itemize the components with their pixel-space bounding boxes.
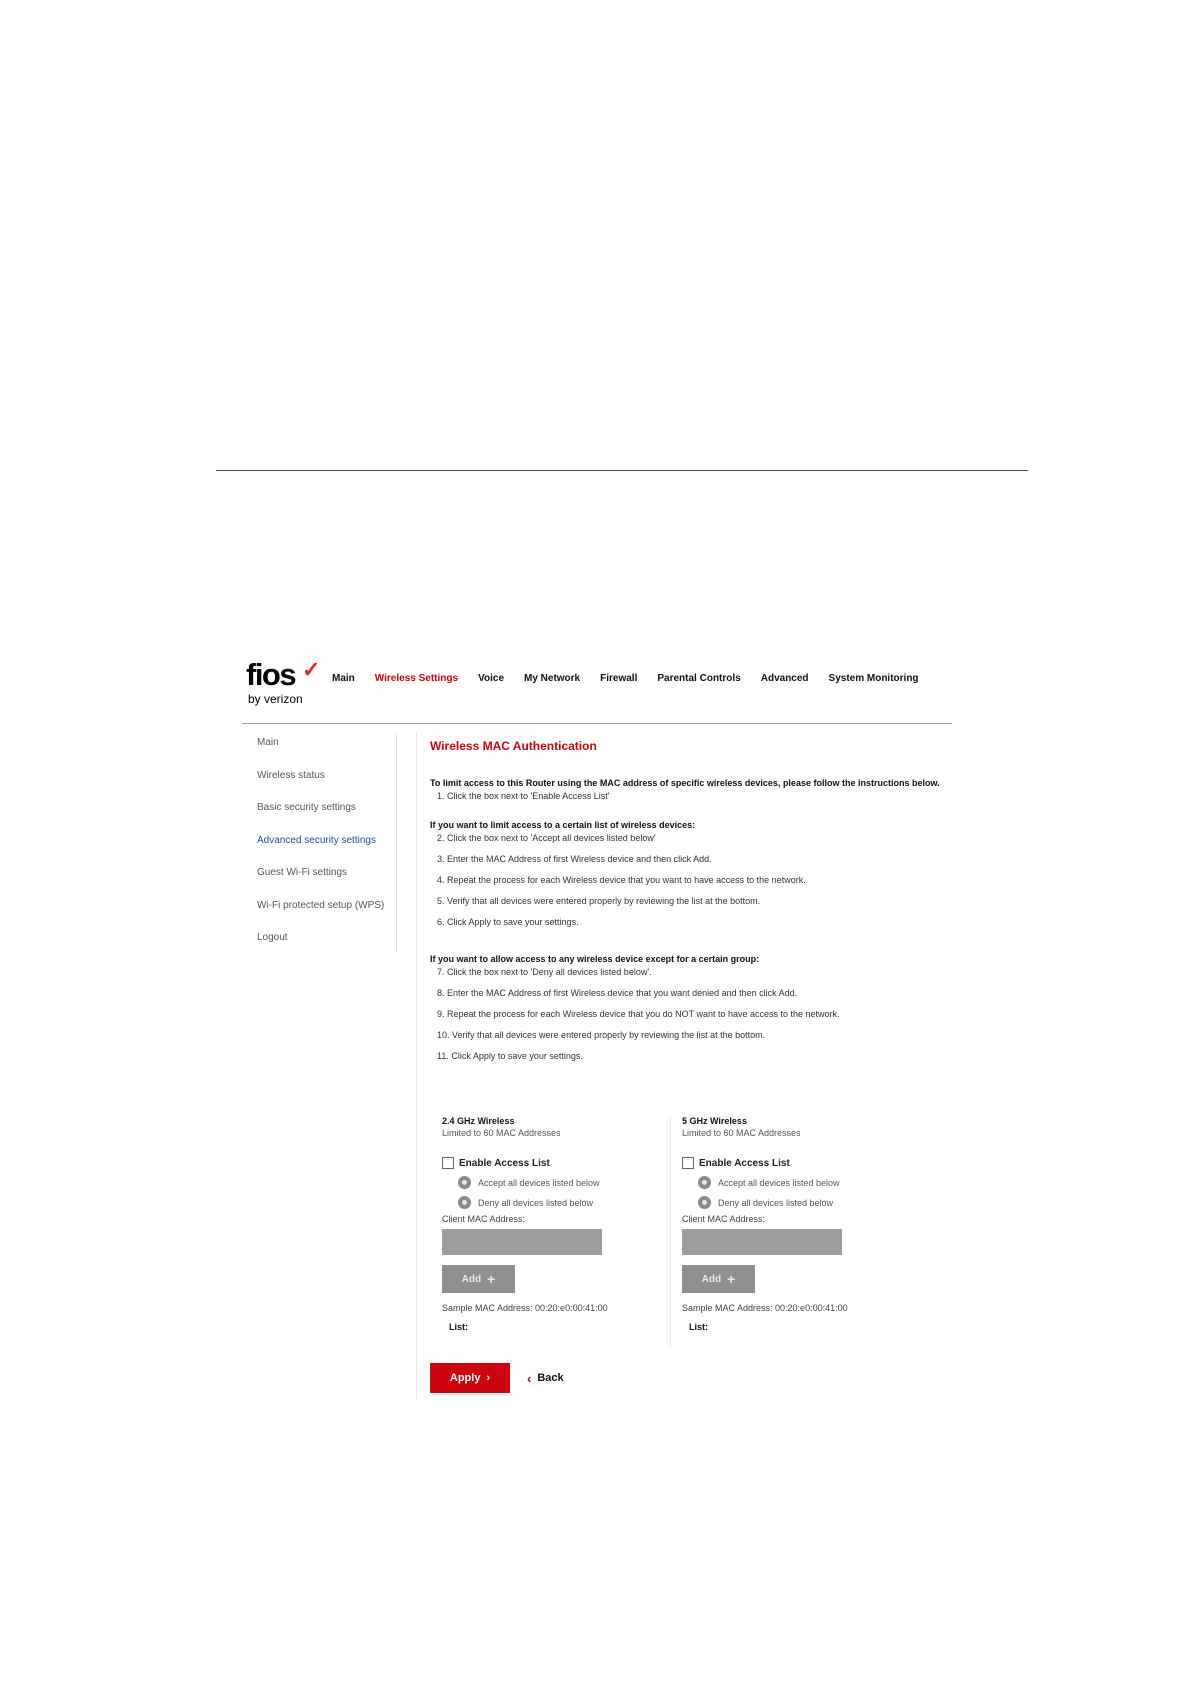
nav-wireless-settings[interactable]: Wireless Settings: [374, 673, 459, 684]
instruction-step: 4. Repeat the process for each Wireless device that you want to have access to the network.: [437, 875, 806, 885]
nav-voice[interactable]: Voice: [478, 673, 504, 684]
form-actions: [430, 1363, 564, 1393]
top-navigation: [332, 673, 939, 684]
intro-text: To limit access to this Router using the MAC address of specific wireless devices, please follow the instructions below.: [430, 778, 940, 788]
accept-all-radio-row[interactable]: [458, 1176, 662, 1189]
mac-list-label: List:: [449, 1322, 468, 1332]
deny-all-label: Deny all devices listed below: [718, 1197, 834, 1208]
accept-all-radio[interactable]: [698, 1176, 711, 1189]
deny-all-radio[interactable]: [458, 1196, 471, 1209]
page-title: Wireless MAC Authentication: [430, 739, 597, 753]
fios-logo[interactable]: [246, 657, 322, 705]
instruction-step: 10. Verify that all devices were entered properly by reviewing the list at the bottom.: [437, 1030, 766, 1040]
apply-button-label: Apply: [449, 1372, 481, 1384]
enable-access-list-checkbox[interactable]: [442, 1157, 454, 1169]
mac-list-label: List:: [689, 1322, 708, 1332]
sidebar: [246, 733, 397, 953]
sample-mac-text: Sample MAC Address: 00:20:e0:00:41:00: [442, 1303, 608, 1313]
chevron-right-icon: ›: [486, 1372, 491, 1384]
enable-access-list-label: Enable Access List: [699, 1157, 790, 1169]
checkmark-icon: ✓: [302, 657, 321, 682]
band-limit: Limited to 60 MAC Addresses: [442, 1128, 561, 1138]
main-content: [430, 739, 950, 1063]
router-app: [242, 655, 952, 1415]
sample-mac-text: Sample MAC Address: 00:20:e0:00:41:00: [682, 1303, 848, 1313]
add-mac-button[interactable]: [682, 1265, 755, 1293]
apply-button[interactable]: [430, 1363, 510, 1393]
accept-all-radio[interactable]: [458, 1176, 471, 1189]
instruction-step: 9. Repeat the process for each Wireless device that you do NOT want to have access to the network.: [437, 1009, 840, 1019]
nav-firewall[interactable]: Firewall: [600, 673, 638, 684]
limit-instructions-heading: If you want to limit access to a certain list of wireless devices:: [430, 820, 696, 830]
client-mac-input[interactable]: [682, 1229, 842, 1255]
plus-icon: +: [727, 1271, 736, 1287]
enable-access-list-label: Enable Access List: [459, 1157, 550, 1169]
sidebar-item-logout[interactable]: Logout: [257, 932, 288, 943]
back-button[interactable]: [527, 1371, 564, 1386]
band-settings: [442, 1115, 942, 1365]
instruction-step: 6. Click Apply to save your settings.: [437, 917, 579, 927]
enable-access-list-row[interactable]: [442, 1157, 662, 1169]
accept-all-label: Accept all devices listed below: [478, 1177, 600, 1188]
logo-wordmark: fios: [246, 657, 296, 692]
chevron-left-icon: ‹: [527, 1370, 532, 1386]
band-5ghz-panel: [682, 1115, 902, 1332]
instruction-step: 7. Click the box next to 'Deny all devices listed below'.: [437, 967, 652, 977]
add-button-label: Add: [461, 1273, 482, 1285]
client-mac-input[interactable]: [442, 1229, 602, 1255]
sidebar-item-wps[interactable]: Wi-Fi protected setup (WPS): [257, 899, 385, 911]
band-title: 2.4 GHz Wireless: [442, 1116, 515, 1126]
nav-system-monitoring[interactable]: System Monitoring: [828, 673, 919, 684]
nav-main[interactable]: Main: [332, 673, 355, 684]
deny-all-radio[interactable]: [698, 1196, 711, 1209]
client-mac-label: Client MAC Address:: [682, 1214, 766, 1224]
enable-access-list-checkbox[interactable]: [682, 1157, 694, 1169]
deny-all-label: Deny all devices listed below: [478, 1197, 594, 1208]
band-title: 5 GHz Wireless: [682, 1116, 747, 1126]
accept-all-label: Accept all devices listed below: [718, 1177, 840, 1188]
instruction-step: 11. Click Apply to save your settings.: [437, 1051, 583, 1061]
enable-access-list-row[interactable]: [682, 1157, 902, 1169]
nav-my-network[interactable]: My Network: [524, 673, 581, 684]
band-24ghz-panel: [442, 1115, 662, 1332]
back-button-label: Back: [537, 1372, 564, 1384]
deny-all-radio-row[interactable]: [458, 1196, 662, 1209]
sidebar-item-basic-security[interactable]: Basic security settings: [257, 802, 356, 813]
add-button-label: Add: [701, 1273, 722, 1285]
sidebar-item-main[interactable]: Main: [257, 737, 279, 748]
content-divider: [416, 733, 417, 1399]
deny-all-radio-row[interactable]: [698, 1196, 902, 1209]
page-top-rule: [216, 470, 1028, 471]
band-divider: [670, 1115, 671, 1347]
sidebar-item-wireless-status[interactable]: Wireless status: [257, 769, 325, 781]
instruction-step: 5. Verify that all devices were entered properly by reviewing the list at the bottom.: [437, 896, 761, 906]
allow-instructions-heading: If you want to allow access to any wireless device except for a certain group:: [430, 954, 760, 964]
sidebar-item-advanced-security[interactable]: Advanced security settings: [257, 834, 376, 846]
accept-all-radio-row[interactable]: [698, 1176, 902, 1189]
instruction-step: 1. Click the box next to 'Enable Access List': [437, 791, 610, 801]
sidebar-item-guest-wifi[interactable]: Guest Wi-Fi settings: [257, 867, 348, 878]
nav-parental-controls[interactable]: Parental Controls: [657, 673, 741, 684]
add-mac-button[interactable]: [442, 1265, 515, 1293]
instruction-step: 8. Enter the MAC Address of first Wireless device that you want denied and then click Add.: [437, 988, 798, 998]
band-limit: Limited to 60 MAC Addresses: [682, 1128, 801, 1138]
client-mac-label: Client MAC Address:: [442, 1214, 526, 1224]
nav-advanced[interactable]: Advanced: [760, 673, 809, 684]
instruction-step: 2. Click the box next to 'Accept all devices listed below': [437, 833, 656, 843]
logo-subtitle: by verizon: [248, 692, 303, 706]
plus-icon: +: [487, 1271, 496, 1287]
instruction-step: 3. Enter the MAC Address of first Wireless device and then click Add.: [437, 854, 712, 864]
header-divider: [242, 723, 952, 724]
